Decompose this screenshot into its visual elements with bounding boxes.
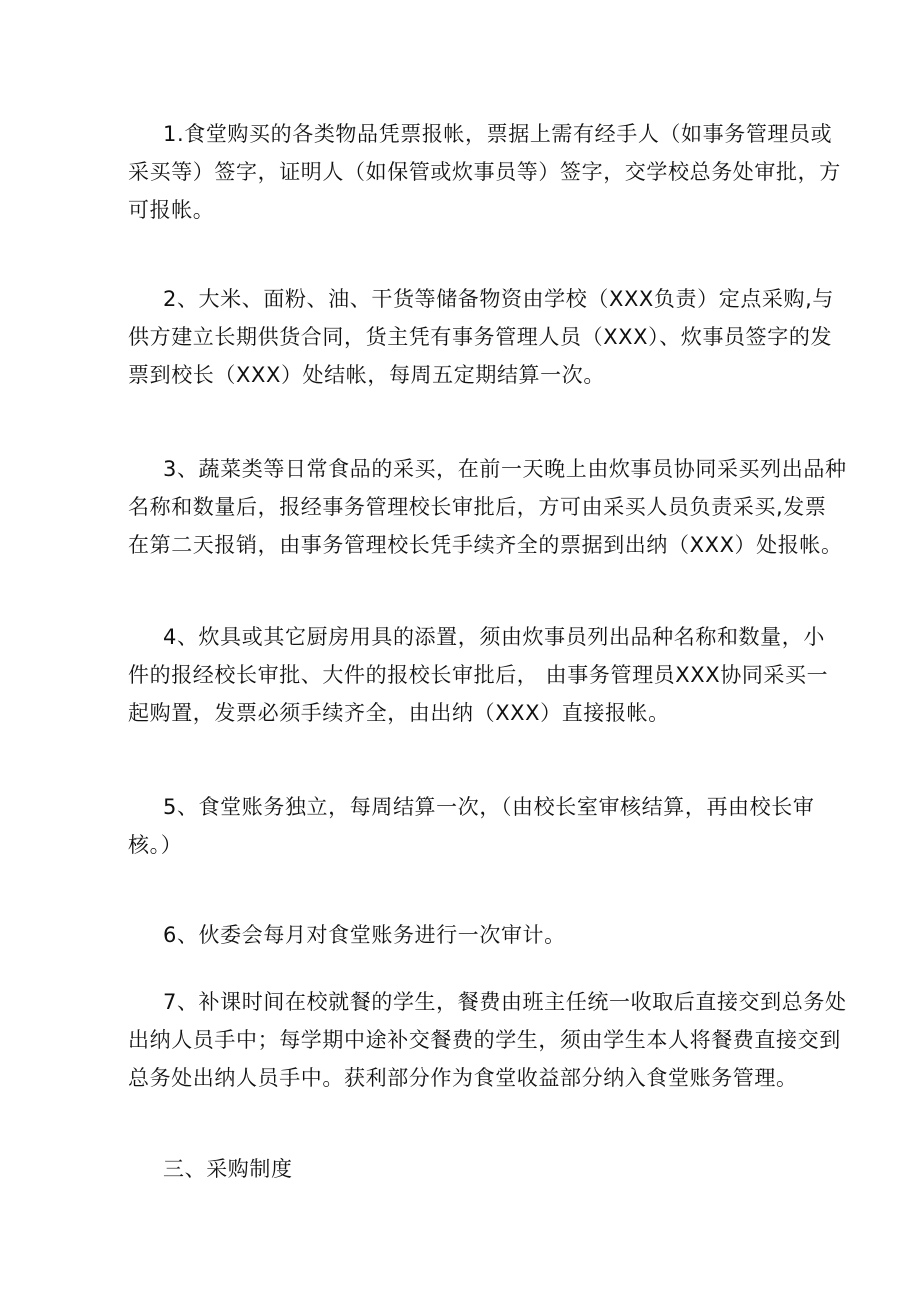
paragraph-line: 出纳人员手中；每学期中途补交餐费的学生，须由学生本人将餐费直接交到 — [128, 1028, 841, 1052]
paragraph-line: 供方建立长期供货合同，货主凭有事务管理人员（XXX）、炊事员签字的发 — [128, 325, 833, 349]
paragraph-7 — [128, 983, 847, 1097]
paragraph-line: 1.食堂购买的各类物品凭票报帐，票据上需有经手人（如事务管理员或 — [163, 122, 833, 146]
paragraph-2 — [128, 280, 834, 394]
paragraph-line: 7、补课时间在校就餐的学生，餐费由班主任统一收取后直接交到总务处 — [163, 990, 847, 1014]
paragraph-line: 4、炊具或其它厨房用具的添置，须由炊事员列出品种名称和数量，小 — [163, 625, 825, 649]
paragraph-line: 票到校长（XXX）处结帐，每周五定期结算一次。 — [128, 363, 605, 387]
section-heading-text: 三、采购制度 — [163, 1157, 293, 1181]
section-heading — [163, 1150, 783, 1188]
paragraph-line: 起购置，发票必须手续齐全，由出纳（XXX）直接报帐。 — [128, 701, 670, 725]
paragraph-line: 核。） — [128, 833, 183, 857]
paragraph-line: 总务处出纳人员手中。获利部分作为食堂收益部分纳入食堂账务管理。 — [128, 1066, 798, 1090]
paragraph-6 — [163, 916, 783, 954]
paragraph-line: 6、伙委会每月对食堂账务进行一次审计。 — [163, 923, 566, 947]
paragraph-line: 在第二天报销，由事务管理校长凭手续齐全的票据到出纳（XXX）处报帐。 — [128, 533, 843, 557]
paragraph-line: 2、大米、面粉、油、干货等储备物资由学校（XXX负责）定点采购,与 — [163, 287, 834, 311]
paragraph-line: 可报帐。 — [128, 198, 215, 222]
paragraph-5 — [128, 788, 815, 864]
paragraph-4 — [128, 618, 829, 732]
paragraph-line: 采买等）签字，证明人（如保管或炊事员等）签字，交学校总务处审批，方 — [128, 160, 841, 184]
paragraph-line: 名称和数量后，报经事务管理校长审批后，方可由采买人员负责采买,发票 — [128, 495, 827, 519]
paragraph-1 — [128, 115, 841, 229]
paragraph-line: 3、蔬菜类等日常食品的采买，在前一天晚上由炊事员协同采买列出品种 — [163, 457, 847, 481]
paragraph-line: 5、食堂账务独立，每周结算一次，（由校长室审核结算，再由校长审 — [163, 795, 815, 819]
paragraph-line: 件的报经校长审批、大件的报校长审批后， 由事务管理员XXX协同采买一 — [128, 663, 829, 687]
paragraph-3 — [128, 450, 847, 564]
